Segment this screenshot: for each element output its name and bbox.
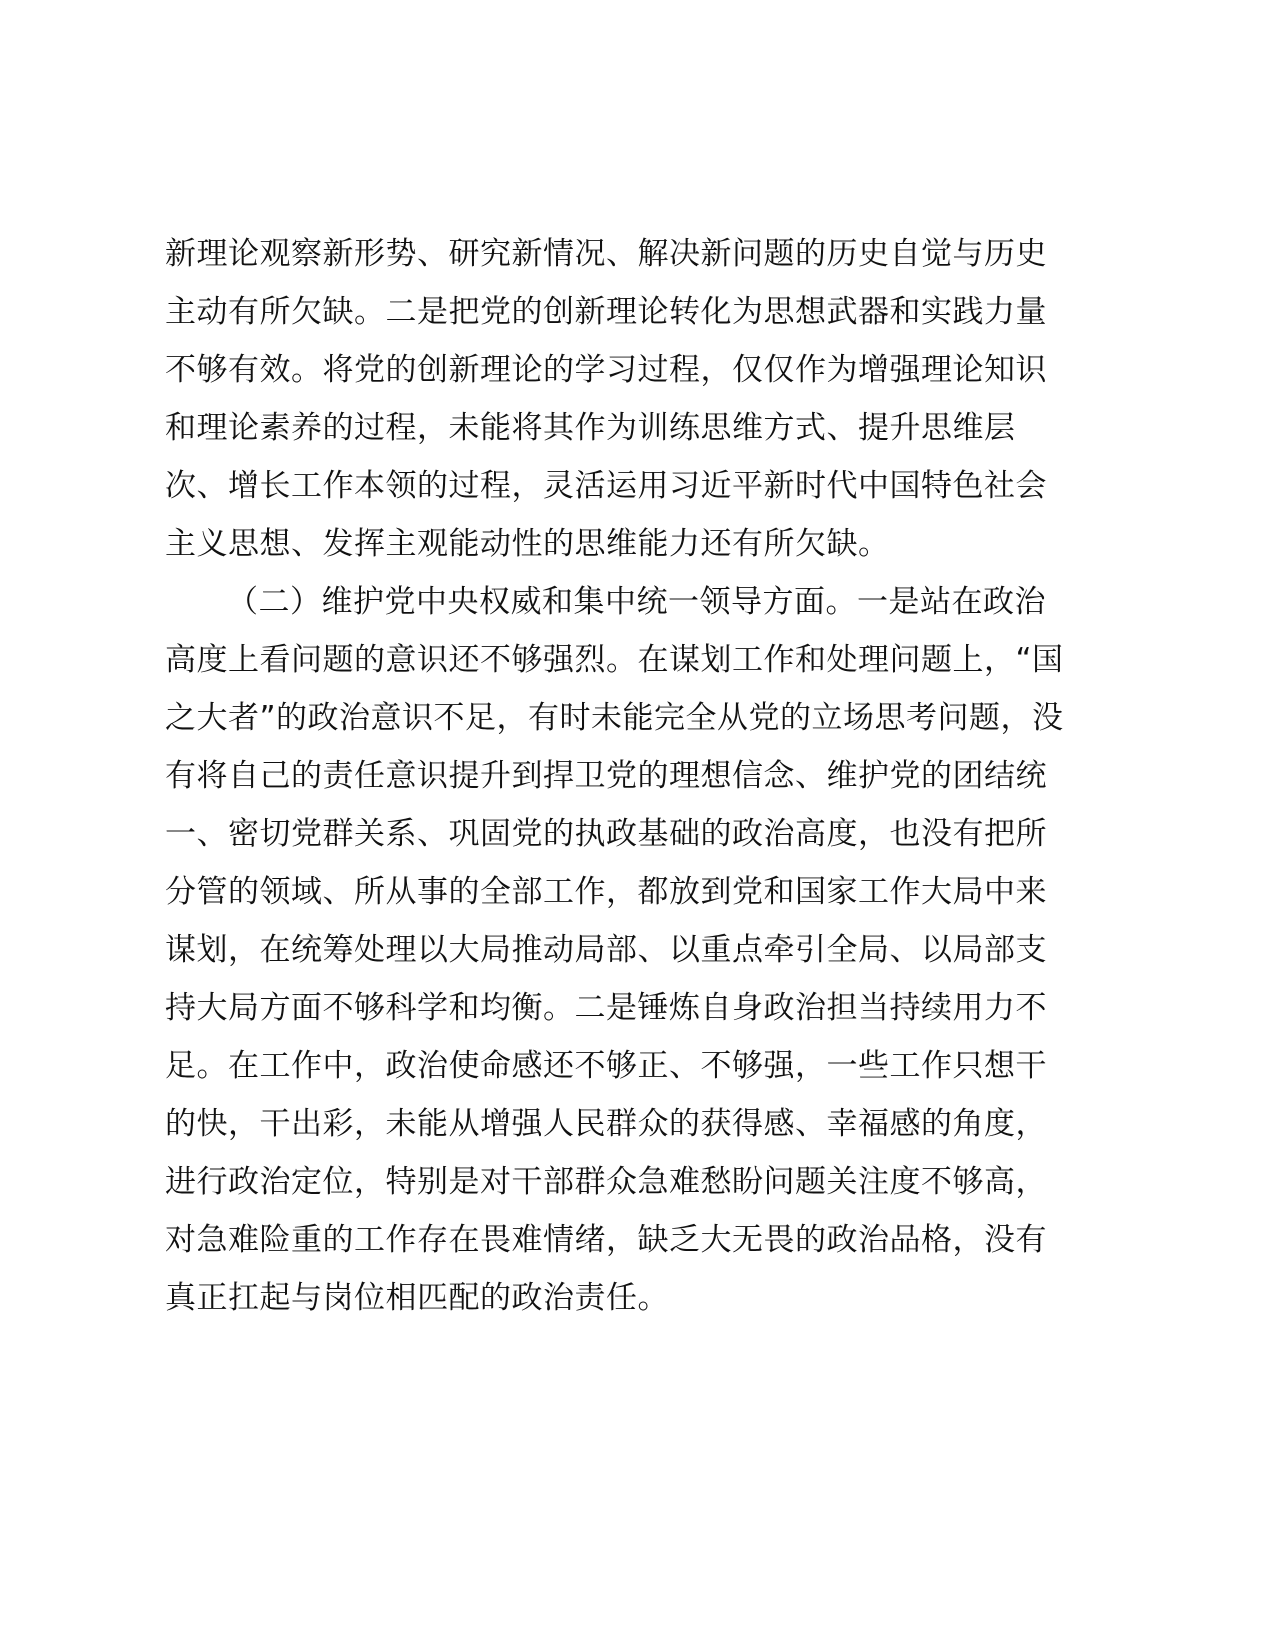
paragraph-1 xyxy=(165,225,1125,573)
document-body xyxy=(165,225,1125,1327)
paragraph-line: 分管的领域、所从事的全部工作，都放到党和国家工作大局中来 xyxy=(165,874,1047,910)
paragraph-line: 新理论观察新形势、研究新情况、解决新问题的历史自觉与历史 xyxy=(165,236,1047,272)
paragraph-line: 有将自己的责任意识提升到捍卫党的理想信念、维护党的团结统 xyxy=(165,758,1047,794)
paragraph-line: 的快，干出彩，未能从增强人民群众的获得感、幸福感的角度， xyxy=(165,1106,1047,1142)
section-heading-line: （二）维护党中央权威和集中统一领导方面。一是站在政治 xyxy=(227,584,1046,620)
paragraph-2 xyxy=(165,573,1125,1327)
paragraph-line: 高度上看问题的意识还不够强烈。在谋划工作和处理问题上，“国 xyxy=(165,642,1064,678)
paragraph-line: 主义思想、发挥主观能动性的思维能力还有所欠缺。 xyxy=(165,526,890,562)
paragraph-line: 主动有所欠缺。二是把党的创新理论转化为思想武器和实践力量 xyxy=(165,294,1047,330)
paragraph-line: 足。在工作中，政治使命感还不够正、不够强，一些工作只想干 xyxy=(165,1048,1047,1084)
paragraph-line: 次、增长工作本领的过程，灵活运用习近平新时代中国特色社会 xyxy=(165,468,1047,504)
paragraph-line: 不够有效。将党的创新理论的学习过程，仅仅作为增强理论知识 xyxy=(165,352,1047,388)
paragraph-line: 谋划，在统筹处理以大局推动局部、以重点牵引全局、以局部支 xyxy=(165,932,1047,968)
paragraph-line: 对急难险重的工作存在畏难情绪，缺乏大无畏的政治品格，没有 xyxy=(165,1222,1047,1258)
paragraph-line: 一、密切党群关系、巩固党的执政基础的政治高度，也没有把所 xyxy=(165,816,1047,852)
paragraph-line: 之大者”的政治意识不足，有时未能完全从党的立场思考问题，没 xyxy=(165,700,1064,736)
paragraph-line: 进行政治定位，特别是对干部群众急难愁盼问题关注度不够高， xyxy=(165,1164,1047,1200)
paragraph-line: 持大局方面不够科学和均衡。二是锤炼自身政治担当持续用力不 xyxy=(165,990,1047,1026)
paragraph-line: 和理论素养的过程，未能将其作为训练思维方式、提升思维层 xyxy=(165,410,1016,446)
paragraph-line: 真正扛起与岗位相匹配的政治责任。 xyxy=(165,1280,669,1316)
